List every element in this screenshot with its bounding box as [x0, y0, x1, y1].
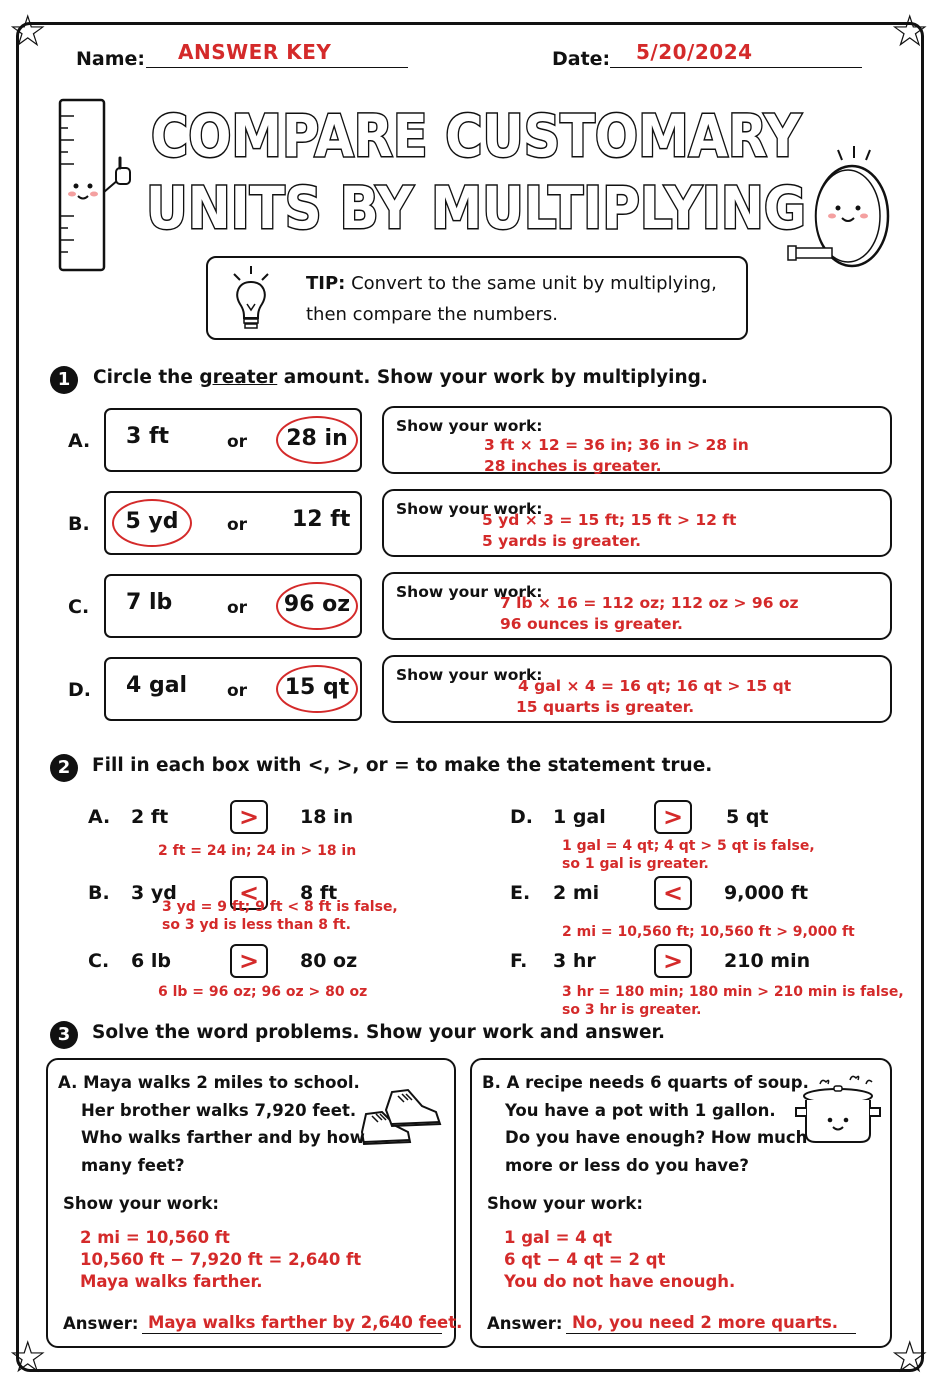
- s1-right-amount[interactable]: 15 qt: [276, 665, 358, 713]
- s1-work-line-1: 3 ft × 12 = 36 in; 36 in > 28 in: [484, 436, 749, 454]
- problem-work-line: 10,560 ft − 7,920 ft = 2,640 ft: [80, 1250, 362, 1269]
- s1-or-word: or: [227, 432, 248, 452]
- s2-left-amount: 6 lb: [131, 950, 171, 972]
- s2-item-letter: A.: [88, 806, 111, 828]
- problem-answer-label: Answer:: [63, 1314, 139, 1333]
- s2-item-letter: F.: [510, 950, 528, 972]
- s2-right-amount: 9,000 ft: [724, 882, 809, 904]
- s2-item-letter: C.: [88, 950, 110, 972]
- ruler-character-icon: [52, 96, 142, 276]
- s2-left-amount: 2 mi: [553, 882, 600, 904]
- problem-text-line: many feet?: [81, 1155, 185, 1175]
- s1-work-line-1: 5 yd × 3 = 15 ft; 15 ft > 12 ft: [482, 511, 737, 529]
- section-1-number: 1: [50, 366, 78, 394]
- problem-answer-value: No, you need 2 more quarts.: [572, 1313, 839, 1332]
- s1-right-amount[interactable]: 96 oz: [276, 582, 358, 630]
- problem-work-label: Show your work:: [487, 1194, 643, 1213]
- s1-right-amount[interactable]: 12 ft: [292, 507, 351, 532]
- s2-left-amount: 3 yd: [131, 882, 177, 904]
- s1-work-line-2: 5 yards is greater.: [482, 532, 641, 550]
- s2-work-line-1: 6 lb = 96 oz; 96 oz > 80 oz: [158, 984, 368, 1000]
- s1-work-line-2: 15 quarts is greater.: [516, 698, 695, 716]
- problem-text-line: Do you have enough? How much: [505, 1128, 808, 1147]
- tip-line-2: then compare the numbers.: [306, 304, 558, 325]
- s2-work-line-2: so 3 yd is less than 8 ft.: [162, 917, 351, 933]
- s2-work-line-1: 2 ft = 24 in; 24 in > 18 in: [158, 843, 357, 859]
- s2-work-line-2: so 3 hr is greater.: [562, 1002, 702, 1018]
- s1-left-amount[interactable]: 5 yd: [112, 499, 192, 547]
- tip-text: [306, 268, 736, 330]
- s1-item-letter: B.: [68, 513, 90, 535]
- problem-work-line: 6 qt − 4 qt = 2 qt: [504, 1250, 666, 1269]
- problem-work-line: You do not have enough.: [504, 1272, 736, 1291]
- s1-item-letter: C.: [68, 596, 90, 618]
- s2-answer-box[interactable]: >: [230, 800, 268, 834]
- problem-answer-label: Answer:: [487, 1314, 563, 1333]
- s2-answer-box[interactable]: <: [230, 876, 268, 910]
- s2-item-letter: D.: [510, 806, 533, 828]
- section-1-heading: Circle the greater amount. Show your work by multiplying.: [93, 367, 708, 388]
- s1-work-line-2: 28 inches is greater.: [484, 457, 662, 475]
- tape-measure-character-icon: [788, 140, 898, 270]
- name-value: ANSWER KEY: [178, 40, 332, 64]
- s2-answer-box[interactable]: <: [654, 876, 692, 910]
- s1-or-word: or: [227, 598, 248, 618]
- s1-work-line-1: 7 lb × 16 = 112 oz; 112 oz > 96 oz: [500, 594, 799, 612]
- tip-bold: TIP:: [306, 273, 346, 294]
- s2-item-letter: E.: [510, 882, 531, 904]
- s1-left-amount[interactable]: 4 gal: [126, 673, 188, 698]
- s2-right-amount: 210 min: [724, 950, 811, 972]
- s1-item-letter: D.: [68, 679, 91, 701]
- s2-left-amount: 1 gal: [553, 806, 606, 828]
- problem-work-line: Maya walks farther.: [80, 1272, 263, 1291]
- s1-item-letter: A.: [68, 430, 91, 452]
- s2-item-letter: B.: [88, 882, 110, 904]
- s1-or-word: or: [227, 515, 248, 535]
- s1-right-amount[interactable]: 28 in: [276, 416, 358, 464]
- s1-work-label: Show your work:: [396, 417, 543, 435]
- star-icon: ☆: [890, 1332, 930, 1383]
- problem-work-line: 1 gal = 4 qt: [504, 1228, 613, 1247]
- lightbulb-icon: [226, 264, 276, 334]
- star-icon: ☆: [890, 6, 930, 57]
- problem-text-line: You have a pot with 1 gallon.: [505, 1100, 776, 1120]
- s1-left-amount[interactable]: 3 ft: [126, 424, 170, 449]
- s2-answer-box[interactable]: >: [654, 944, 692, 978]
- section-2-number: 2: [50, 754, 78, 782]
- section-3-heading: Solve the word problems. Show your work and answer.: [92, 1022, 666, 1043]
- problem-text-line: B. A recipe needs 6 quarts of soup.: [482, 1073, 809, 1092]
- s2-answer-box[interactable]: >: [230, 944, 268, 978]
- s1-left-amount[interactable]: 7 lb: [126, 590, 173, 615]
- s1-work-line-2: 96 ounces is greater.: [500, 615, 683, 633]
- s2-right-amount: 18 in: [300, 806, 354, 828]
- problem-answer-value: Maya walks farther by 2,640 feet.: [148, 1313, 463, 1332]
- s1-work-label: Show your work:: [396, 666, 543, 684]
- section-2-heading: Fill in each box with <, >, or = to make the statement true.: [92, 755, 713, 776]
- star-icon: ☆: [8, 1332, 48, 1383]
- problem-work-line: 2 mi = 10,560 ft: [80, 1228, 230, 1247]
- s2-work-line-1: 2 mi = 10,560 ft; 10,560 ft > 9,000 ft: [562, 924, 855, 940]
- date-label: Date:: [552, 48, 611, 70]
- star-icon: ☆: [8, 6, 48, 57]
- problem-text-line: A. Maya walks 2 miles to school.: [58, 1073, 360, 1092]
- s1-work-line-1: 4 gal × 4 = 16 qt; 16 qt > 15 qt: [518, 677, 792, 695]
- s1-or-word: or: [227, 681, 248, 701]
- s2-work-line-1: 3 yd = 9 ft; 9 ft < 8 ft is false,: [162, 899, 398, 915]
- problem-work-label: Show your work:: [63, 1194, 219, 1213]
- title-line-1: COMPARE CUSTOMARY: [151, 102, 802, 170]
- s2-answer-box[interactable]: >: [654, 800, 692, 834]
- s2-left-amount: 2 ft: [131, 806, 169, 828]
- section-3-number: 3: [50, 1021, 78, 1049]
- s2-right-amount: 5 qt: [726, 806, 769, 828]
- s2-right-amount: 80 oz: [300, 950, 358, 972]
- problem-text-line: more or less do you have?: [505, 1155, 749, 1175]
- s2-work-line-1: 3 hr = 180 min; 180 min > 210 min is false,: [562, 984, 904, 1000]
- date-value: 5/20/2024: [636, 40, 753, 64]
- name-label: Name:: [76, 48, 146, 70]
- s2-right-amount: 8 ft: [300, 882, 338, 904]
- title-line-2: UNITS BY MULTIPLYING: [146, 174, 806, 242]
- s2-work-line-1: 1 gal = 4 qt; 4 qt > 5 qt is false,: [562, 838, 815, 854]
- tip-line-1: Convert to the same unit by multiplying,: [345, 273, 717, 294]
- problem-text-line: Who walks farther and by how: [81, 1128, 365, 1147]
- s2-work-line-2: so 1 gal is greater.: [562, 856, 709, 872]
- worksheet-title: [140, 96, 812, 246]
- problem-text-line: Her brother walks 7,920 feet.: [81, 1100, 357, 1120]
- s2-left-amount: 3 hr: [553, 950, 596, 972]
- s1-work-label: Show your work:: [396, 583, 543, 601]
- s1-work-label: Show your work:: [396, 500, 543, 518]
- sneakers-icon: [356, 1080, 446, 1160]
